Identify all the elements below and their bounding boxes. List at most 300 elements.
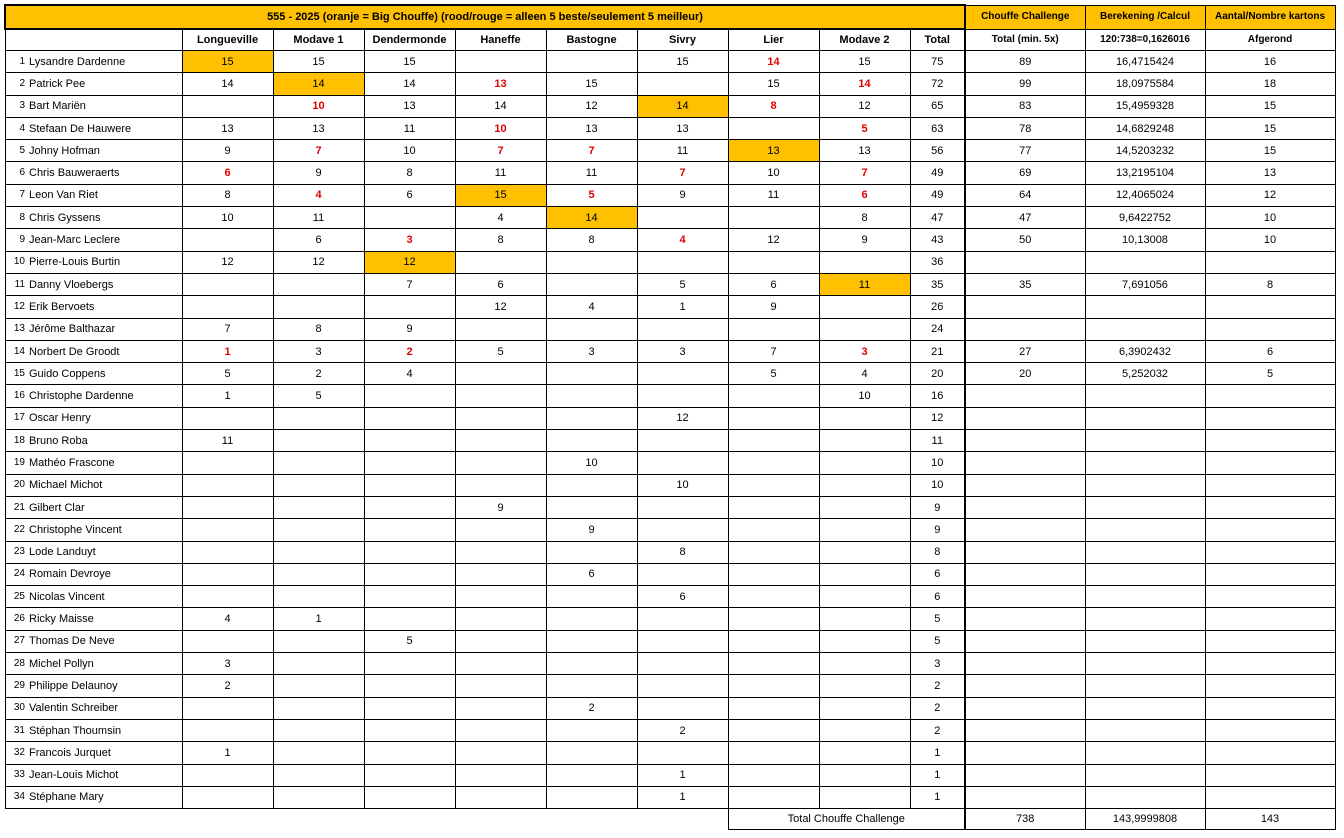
row-number: 22 [5, 519, 27, 541]
score-cell: 13 [273, 117, 364, 139]
score-cell: 10 [364, 140, 455, 162]
score-cell [455, 742, 546, 764]
score-cell [637, 630, 728, 652]
calculation-cell [1085, 452, 1205, 474]
score-cell [182, 541, 273, 563]
player-name: Guido Coppens [27, 363, 182, 385]
score-cell [455, 519, 546, 541]
table-row [5, 140, 1335, 162]
score-cell [728, 786, 819, 808]
score-cell [637, 385, 728, 407]
chouffe-challenge-cell: 27 [965, 340, 1085, 362]
score-cell: 7 [637, 162, 728, 184]
card-count-cell: 15 [1205, 95, 1335, 117]
total-cell: 20 [910, 363, 965, 385]
calculation-cell [1085, 742, 1205, 764]
score-cell: 12 [364, 251, 455, 273]
table-row [5, 407, 1335, 429]
player-name: Patrick Pee [27, 73, 182, 95]
score-cell: 5 [455, 340, 546, 362]
score-cell [819, 474, 910, 496]
player-name: Mathéo Frascone [27, 452, 182, 474]
total-cell: 6 [910, 563, 965, 585]
player-name: Stéphan Thoumsin [27, 719, 182, 741]
score-cell [546, 363, 637, 385]
card-count-cell: 8 [1205, 273, 1335, 295]
calculation-cell [1085, 719, 1205, 741]
score-cell [819, 519, 910, 541]
card-count-cell: 13 [1205, 162, 1335, 184]
card-count-cell: 15 [1205, 140, 1335, 162]
score-cell [728, 719, 819, 741]
score-cell [728, 586, 819, 608]
score-cell [364, 786, 455, 808]
chouffe-challenge-cell [965, 474, 1085, 496]
score-cell [455, 51, 546, 73]
score-cell: 10 [546, 452, 637, 474]
card-count-cell: 10 [1205, 207, 1335, 229]
table-row [5, 697, 1335, 719]
calculation-cell [1085, 385, 1205, 407]
score-cell: 14 [182, 73, 273, 95]
chouffe-challenge-cell [965, 764, 1085, 786]
score-cell [637, 363, 728, 385]
total-cell: 1 [910, 786, 965, 808]
card-count-cell [1205, 251, 1335, 273]
score-cell [819, 786, 910, 808]
score-cell [273, 474, 364, 496]
player-name: Stefaan De Hauwere [27, 117, 182, 139]
calculation-cell: 9,6422752 [1085, 207, 1205, 229]
score-cell: 11 [819, 273, 910, 295]
score-cell [455, 251, 546, 273]
score-cell [455, 563, 546, 585]
score-cell [637, 653, 728, 675]
score-cell: 9 [455, 496, 546, 518]
total-cell: 43 [910, 229, 965, 251]
row-number: 34 [5, 786, 27, 808]
table-row [5, 519, 1335, 541]
score-cell: 1 [637, 764, 728, 786]
row-number: 7 [5, 184, 27, 206]
calculation-cell [1085, 653, 1205, 675]
score-cell: 6 [819, 184, 910, 206]
player-name: Philippe Delaunoy [27, 675, 182, 697]
score-cell [546, 764, 637, 786]
row-number: 27 [5, 630, 27, 652]
score-cell: 11 [182, 430, 273, 452]
player-name: Johny Hofman [27, 140, 182, 162]
footer-chouffe-total: 738 [965, 809, 1085, 830]
score-cell [637, 430, 728, 452]
score-cell: 10 [182, 207, 273, 229]
chouffe-challenge-cell [965, 452, 1085, 474]
score-cell [637, 318, 728, 340]
calculation-cell [1085, 496, 1205, 518]
card-count-cell [1205, 430, 1335, 452]
player-name: Valentin Schreiber [27, 697, 182, 719]
table-row [5, 608, 1335, 630]
total-cell: 8 [910, 541, 965, 563]
row-number: 21 [5, 496, 27, 518]
total-cell: 21 [910, 340, 965, 362]
score-cell [728, 608, 819, 630]
score-cell: 14 [819, 73, 910, 95]
chouffe-challenge-cell: 83 [965, 95, 1085, 117]
header-chouffe-challenge: Chouffe Challenge [965, 5, 1085, 29]
chouffe-challenge-cell: 78 [965, 117, 1085, 139]
row-number: 20 [5, 474, 27, 496]
header-blank-name [27, 29, 182, 51]
card-count-cell: 5 [1205, 363, 1335, 385]
score-cell: 7 [364, 273, 455, 295]
score-cell [182, 630, 273, 652]
table-row [5, 251, 1335, 273]
score-cell [273, 407, 364, 429]
score-cell: 12 [637, 407, 728, 429]
score-cell [728, 653, 819, 675]
score-cell: 8 [728, 95, 819, 117]
table-row [5, 586, 1335, 608]
player-name: Jean-Marc Leclere [27, 229, 182, 251]
score-cell: 14 [455, 95, 546, 117]
score-cell [637, 496, 728, 518]
chouffe-challenge-cell [965, 407, 1085, 429]
score-cell [819, 318, 910, 340]
score-cell [546, 407, 637, 429]
score-cell: 6 [273, 229, 364, 251]
chouffe-challenge-cell [965, 786, 1085, 808]
score-cell: 6 [364, 184, 455, 206]
chouffe-challenge-cell [965, 719, 1085, 741]
card-count-cell [1205, 608, 1335, 630]
player-name: Nicolas Vincent [27, 586, 182, 608]
score-cell [455, 630, 546, 652]
table-row [5, 318, 1335, 340]
score-cell: 4 [182, 608, 273, 630]
player-name: Leon Van Riet [27, 184, 182, 206]
table-row [5, 474, 1335, 496]
table-row [5, 340, 1335, 362]
score-cell [546, 586, 637, 608]
card-count-cell [1205, 407, 1335, 429]
total-cell: 16 [910, 385, 965, 407]
score-cell [819, 251, 910, 273]
score-cell: 13 [364, 95, 455, 117]
score-cell [546, 630, 637, 652]
calculation-cell [1085, 296, 1205, 318]
chouffe-challenge-cell: 64 [965, 184, 1085, 206]
score-cell: 6 [182, 162, 273, 184]
score-cell: 9 [273, 162, 364, 184]
score-cell [364, 742, 455, 764]
total-cell: 12 [910, 407, 965, 429]
calculation-cell [1085, 608, 1205, 630]
score-cell [637, 519, 728, 541]
score-cell: 12 [273, 251, 364, 273]
score-cell [455, 653, 546, 675]
score-cell: 5 [273, 385, 364, 407]
total-cell: 26 [910, 296, 965, 318]
row-number: 14 [5, 340, 27, 362]
score-cell [728, 430, 819, 452]
score-cell [182, 697, 273, 719]
row-number: 2 [5, 73, 27, 95]
score-cell [455, 697, 546, 719]
card-count-cell: 18 [1205, 73, 1335, 95]
row-number: 26 [5, 608, 27, 630]
col-header-haneffe: Haneffe [455, 29, 546, 51]
player-name: Gilbert Clar [27, 496, 182, 518]
score-cell [273, 742, 364, 764]
table-row [5, 162, 1335, 184]
score-cell: 11 [364, 117, 455, 139]
total-cell: 49 [910, 184, 965, 206]
score-cell: 13 [637, 117, 728, 139]
chouffe-challenge-cell: 20 [965, 363, 1085, 385]
score-cell: 4 [819, 363, 910, 385]
score-cell [273, 786, 364, 808]
score-cell [273, 675, 364, 697]
header-calculation: Berekening /Calcul [1085, 5, 1205, 29]
row-number: 13 [5, 318, 27, 340]
standings-sheet [4, 4, 1336, 830]
calculation-cell: 12,4065024 [1085, 184, 1205, 206]
footer-cards-total: 143 [1205, 809, 1335, 830]
total-cell: 75 [910, 51, 965, 73]
calculation-cell [1085, 630, 1205, 652]
score-cell [273, 764, 364, 786]
score-cell [364, 586, 455, 608]
score-cell [182, 764, 273, 786]
score-cell [546, 251, 637, 273]
score-cell [728, 407, 819, 429]
calculation-cell: 15,4959328 [1085, 95, 1205, 117]
score-cell [455, 786, 546, 808]
score-cell [273, 430, 364, 452]
card-count-cell: 6 [1205, 340, 1335, 362]
score-cell: 14 [546, 207, 637, 229]
score-cell: 4 [364, 363, 455, 385]
chouffe-challenge-cell [965, 697, 1085, 719]
calculation-cell [1085, 474, 1205, 496]
player-name: Lode Landuyt [27, 541, 182, 563]
player-name: Pierre-Louis Burtin [27, 251, 182, 273]
score-cell: 14 [273, 73, 364, 95]
total-cell: 47 [910, 207, 965, 229]
score-cell [364, 653, 455, 675]
chouffe-challenge-cell [965, 541, 1085, 563]
table-row [5, 385, 1335, 407]
chouffe-challenge-cell [965, 563, 1085, 585]
score-cell: 7 [273, 140, 364, 162]
score-cell: 11 [728, 184, 819, 206]
score-cell: 15 [819, 51, 910, 73]
player-name: Jean-Louis Michot [27, 764, 182, 786]
score-cell [546, 430, 637, 452]
score-cell: 6 [546, 563, 637, 585]
chouffe-challenge-cell: 35 [965, 273, 1085, 295]
footer-label: Total Chouffe Challenge [728, 809, 965, 830]
table-row [5, 117, 1335, 139]
calculation-cell [1085, 407, 1205, 429]
total-cell: 72 [910, 73, 965, 95]
col-header-dendermonde: Dendermonde [364, 29, 455, 51]
header-card-count: Aantal/Nombre kartons [1205, 5, 1335, 29]
table-row [5, 653, 1335, 675]
card-count-cell [1205, 496, 1335, 518]
card-count-cell [1205, 452, 1335, 474]
row-number: 6 [5, 162, 27, 184]
score-cell [182, 563, 273, 585]
player-name: Ricky Maisse [27, 608, 182, 630]
score-cell: 13 [728, 140, 819, 162]
table-row [5, 742, 1335, 764]
score-cell: 12 [728, 229, 819, 251]
score-cell [182, 719, 273, 741]
score-cell [637, 251, 728, 273]
row-number: 31 [5, 719, 27, 741]
score-cell [546, 318, 637, 340]
col-header-modave-2: Modave 2 [819, 29, 910, 51]
score-cell [728, 630, 819, 652]
score-cell [364, 407, 455, 429]
score-cell [455, 452, 546, 474]
score-cell: 4 [546, 296, 637, 318]
score-cell [455, 608, 546, 630]
card-count-cell [1205, 675, 1335, 697]
table-row [5, 95, 1335, 117]
card-count-cell [1205, 541, 1335, 563]
title-row [5, 5, 1335, 29]
col-header-sivry: Sivry [637, 29, 728, 51]
score-cell: 14 [364, 73, 455, 95]
card-count-cell [1205, 586, 1335, 608]
score-cell [455, 385, 546, 407]
chouffe-challenge-cell: 99 [965, 73, 1085, 95]
calculation-cell: 14,5203232 [1085, 140, 1205, 162]
col-header-bastogne: Bastogne [546, 29, 637, 51]
score-cell [637, 697, 728, 719]
subheader-total-min: Total (min. 5x) [965, 29, 1085, 51]
player-name: Michel Pollyn [27, 653, 182, 675]
table-row [5, 541, 1335, 563]
col-header-longueville: Longueville [182, 29, 273, 51]
score-cell [273, 563, 364, 585]
score-cell [182, 95, 273, 117]
score-cell [637, 73, 728, 95]
table-row [5, 675, 1335, 697]
row-number: 5 [5, 140, 27, 162]
score-cell [455, 430, 546, 452]
calculation-cell: 16,4715424 [1085, 51, 1205, 73]
score-cell [455, 541, 546, 563]
score-cell [728, 541, 819, 563]
total-cell: 2 [910, 675, 965, 697]
footer-row [5, 809, 1335, 830]
score-cell: 3 [637, 340, 728, 362]
card-count-cell [1205, 474, 1335, 496]
table-row [5, 229, 1335, 251]
score-cell: 10 [728, 162, 819, 184]
score-cell: 4 [637, 229, 728, 251]
score-cell [819, 496, 910, 518]
chouffe-challenge-cell [965, 496, 1085, 518]
score-cell [455, 318, 546, 340]
score-cell [728, 563, 819, 585]
score-cell [546, 496, 637, 518]
card-count-cell: 15 [1205, 117, 1335, 139]
score-cell [364, 563, 455, 585]
score-cell: 1 [182, 742, 273, 764]
score-cell: 6 [455, 273, 546, 295]
row-number: 8 [5, 207, 27, 229]
score-cell: 2 [182, 675, 273, 697]
score-cell [182, 496, 273, 518]
calculation-cell: 5,252032 [1085, 363, 1205, 385]
player-name: Danny Vloebergs [27, 273, 182, 295]
score-cell [546, 273, 637, 295]
player-name: Bart Mariën [27, 95, 182, 117]
score-cell [182, 519, 273, 541]
score-cell [546, 719, 637, 741]
score-cell [819, 407, 910, 429]
score-cell [364, 764, 455, 786]
score-cell: 1 [182, 385, 273, 407]
score-cell [364, 697, 455, 719]
card-count-cell [1205, 742, 1335, 764]
score-cell: 5 [728, 363, 819, 385]
score-cell: 7 [819, 162, 910, 184]
score-cell [728, 385, 819, 407]
score-cell: 10 [637, 474, 728, 496]
table-row [5, 207, 1335, 229]
player-name: Lysandre Dardenne [27, 51, 182, 73]
table-row [5, 452, 1335, 474]
score-cell: 9 [364, 318, 455, 340]
card-count-cell: 12 [1205, 184, 1335, 206]
calculation-cell: 7,691056 [1085, 273, 1205, 295]
score-cell: 15 [637, 51, 728, 73]
row-number: 30 [5, 697, 27, 719]
total-cell: 3 [910, 653, 965, 675]
table-row [5, 184, 1335, 206]
score-cell: 1 [273, 608, 364, 630]
score-cell: 8 [273, 318, 364, 340]
score-cell: 4 [273, 184, 364, 206]
total-cell: 63 [910, 117, 965, 139]
card-count-cell [1205, 786, 1335, 808]
score-cell: 15 [455, 184, 546, 206]
table-row [5, 719, 1335, 741]
row-number: 23 [5, 541, 27, 563]
score-cell: 2 [364, 340, 455, 362]
score-cell [819, 719, 910, 741]
subheader-formula: 120:738=0,1626016 [1085, 29, 1205, 51]
sheet-title: 555 - 2025 (oranje = Big Chouffe) (rood/rouge = alleen 5 beste/seulement 5 meilleur) [5, 5, 965, 29]
calculation-cell [1085, 519, 1205, 541]
score-cell: 15 [364, 51, 455, 73]
total-cell: 9 [910, 519, 965, 541]
chouffe-challenge-cell: 77 [965, 140, 1085, 162]
player-name: Chris Gyssens [27, 207, 182, 229]
score-cell: 5 [546, 184, 637, 206]
chouffe-challenge-cell [965, 385, 1085, 407]
score-cell [273, 273, 364, 295]
player-name: Christophe Vincent [27, 519, 182, 541]
score-cell: 13 [182, 117, 273, 139]
score-cell [455, 675, 546, 697]
